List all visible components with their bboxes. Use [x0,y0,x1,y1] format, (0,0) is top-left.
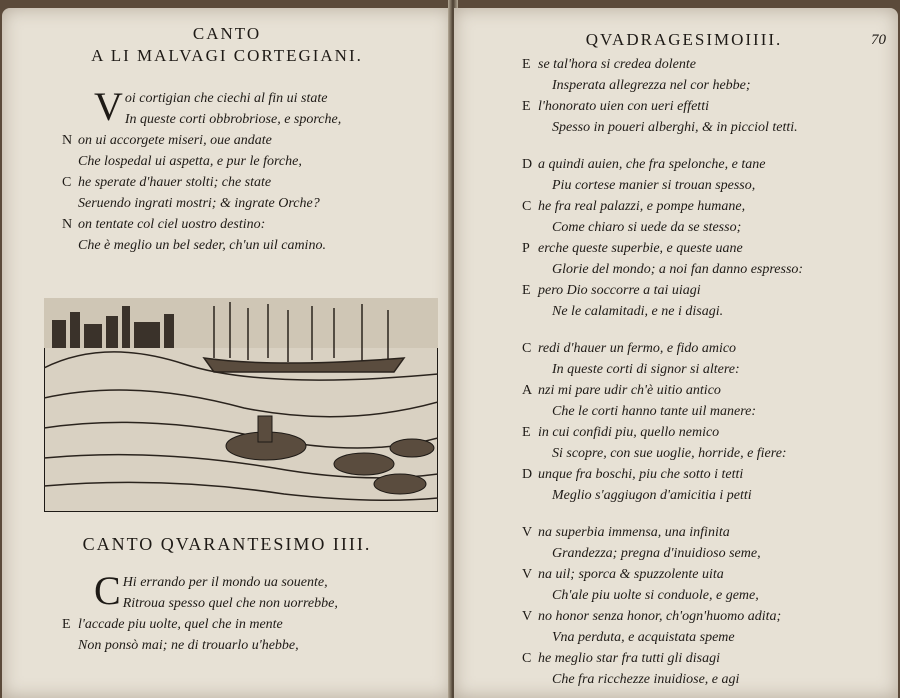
line-text: pero Dio soccorre a tai uiagi [538,283,701,298]
line-text: a quindi auien, che fra spelonche, e tane [538,157,766,172]
dropcap-c: C [94,568,121,613]
line-text: na superbia immensa, una infinita [538,525,730,540]
line-initial: C [522,199,532,214]
verse-line [536,401,803,422]
verse-line [522,648,803,669]
line-text: Che lospedal ui aspetta, e pur le forche, [78,154,302,169]
line-initial: N [62,217,73,232]
line-text: Spesso in poueri alberghi, & in picciol tetti. [552,120,798,135]
line-text: Che le corti hanno tante uil manere: [552,404,756,419]
verse-line [78,151,326,172]
verse-line [536,175,803,196]
line-initial: C [522,651,532,666]
line-text: Che è meglio un bel seder, ch'un uil camino. [78,238,326,253]
right-stanza [522,54,803,138]
verse-line [522,280,803,301]
verse-line [78,193,326,214]
verse-line [62,130,326,151]
verse-line [94,109,342,130]
verse-line [522,606,803,627]
verse-line [536,669,803,690]
verse-line [522,380,803,401]
verse-line [522,238,803,259]
line-text: Seruendo ingrati mostri; & ingrate Orche? [78,196,320,211]
verse-line [78,635,309,656]
stanza-1-lines [62,84,342,256]
line-initial: E [522,57,531,72]
line-initial: D [522,467,533,482]
line-text: redi d'hauer un fermo, e fido amico [538,341,737,356]
line-text: Ritroua spesso quel che non uorrebbe, [122,596,338,611]
line-text: on ui accorgete miseri, oue andate [78,133,272,148]
line-text: Insperata allegrezza nel cor hebbe; [552,78,751,93]
right-stanza [522,154,804,322]
verse-line [94,593,338,614]
stanza-1 [62,84,342,256]
dropcap-v: V [94,84,123,129]
verse-line [522,464,803,485]
line-text: Meglio s'aggiugon d'amicitia i petti [552,488,752,503]
verse-line [536,259,803,280]
line-text: nzi mi pare udir ch'è uitio antico [538,383,721,398]
verse-line [536,217,803,238]
line-text: In queste corti obbrobriose, e sporche, [124,112,342,127]
line-initial: P [522,241,530,256]
stanza-2 [62,568,338,656]
line-text: Glorie del mondo; a noi fan danno espresso: [552,262,804,277]
line-initial: A [522,383,533,398]
line-text: Non ponsò mai; ne di trouarlo u'hebbe, [78,638,299,653]
canto-title: CANTO QVARANTESIMO IIII. [82,534,372,554]
line-text: Ch'ale piu uolte si conduole, e geme, [552,588,759,603]
line-text: oi cortigian che ciechi al fin ui state [124,91,328,106]
line-initial: C [522,341,532,356]
verse-line [62,214,326,235]
verse-line [62,614,309,635]
right-header: QVADRAGESIMOIIII. [585,30,783,49]
line-text: Piu cortese manier si trouan spesso, [552,178,756,193]
line-initial: V [522,609,533,624]
left-header-subtitle: A LI MALVAGI CORTEGIANI. [91,46,363,65]
folio-number: 70 [871,32,886,48]
line-text: he meglio star fra tutti gli disagi [538,651,721,666]
verse-line [522,564,803,585]
line-text: Che fra ricchezze inuidiose, e agi [552,672,740,687]
line-initial: V [522,525,533,540]
verse-line [536,627,803,648]
verse-line [536,117,803,138]
line-text: Si scopre, con sue uoglie, horride, e fiere: [552,446,787,461]
verse-line [536,443,803,464]
verse-line [536,585,803,606]
line-initial: E [62,617,71,632]
verse-line [536,301,803,322]
verse-line [522,338,803,359]
verse-line [536,485,803,506]
line-text: erche queste superbie, e queste uane [538,241,743,256]
line-initial: C [62,175,72,190]
line-text: he fra real palazzi, e pompe humane, [538,199,746,214]
left-header-canto: CANTO [192,24,262,43]
verse-line [94,572,328,593]
line-text: Grandezza; pregna d'inuidioso seme, [552,546,761,561]
verse-line [522,96,803,117]
line-text: l'accade piu uolte, quel che in mente [78,617,283,632]
verse-line [522,54,803,75]
line-initial: E [522,425,531,440]
line-initial: D [522,157,533,172]
verse-line [522,154,803,175]
line-text: unque fra boschi, piu che sotto i tetti [538,467,744,482]
verse-line [522,422,803,443]
line-initial: V [522,567,533,582]
line-text: l'honorato uien con ueri effetti [538,99,709,114]
verse-line [522,196,803,217]
verse-line [536,75,803,96]
right-stanzas [522,54,804,698]
line-text: in cui confidi piu, quello nemico [538,425,720,440]
line-text: Hi errando per il mondo ua souente, [122,575,328,590]
line-text: na uil; sporca & spuzzolente uita [538,567,724,582]
line-text: no honor senza honor, ch'ogn'huomo adita; [538,609,782,624]
line-text: se tal'hora si credea dolente [538,57,696,72]
verse-line [78,235,326,256]
verse-line [536,359,803,380]
right-page [454,8,898,698]
verse-line [94,88,326,109]
line-initial: E [522,99,531,114]
right-stanza [522,522,803,690]
line-initial: E [522,283,531,298]
verse-line [62,172,326,193]
line-text: In queste corti di signor si altere: [552,362,740,377]
woodcut-illustration [44,298,438,512]
left-page [2,8,452,698]
verse-line [522,522,803,543]
line-initial: N [62,133,73,148]
verse-line [536,543,803,564]
line-text: Come chiaro si uede da se stesso; [552,220,742,235]
line-text: he sperate d'hauer stolti; che state [78,175,272,190]
line-text: Vna perduta, e acquistata speme [552,630,735,645]
right-stanza [522,338,803,506]
stanza-2-lines [62,568,338,656]
line-text: on tentate col ciel uostro destino: [78,217,266,232]
line-text: Ne le calamitadi, e ne i disagi. [552,304,724,319]
